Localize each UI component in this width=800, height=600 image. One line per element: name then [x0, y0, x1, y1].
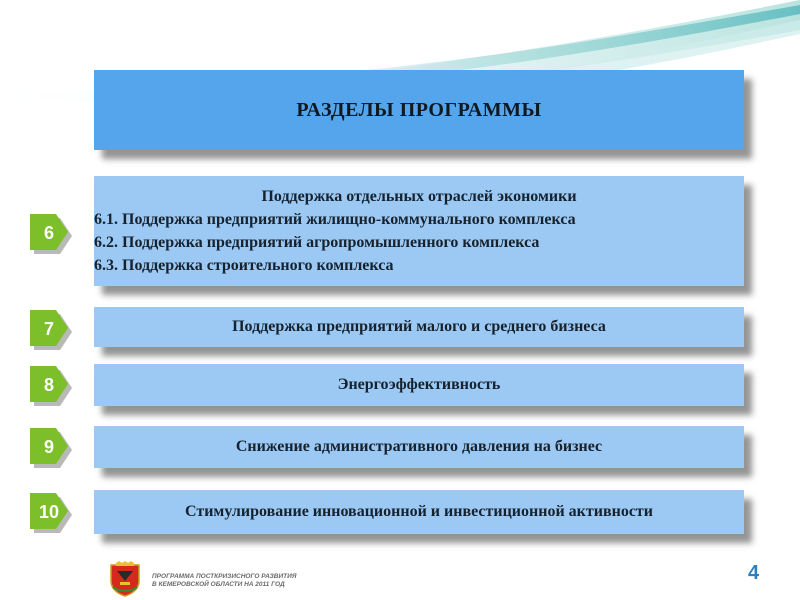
- section-10-label: Стимулирование инновационной и инвестиционной активности: [185, 503, 653, 520]
- section-6-item-1: 6.1. Поддержка предприятий жилищно-коммунального комплекса: [94, 211, 576, 228]
- footer-line-2: В КЕМЕРОВСКОЙ ОБЛАСТИ НА 2011 ГОД: [152, 581, 285, 588]
- section-6-item-3: 6.3. Поддержка строительного комплекса: [94, 257, 394, 274]
- section-number-badge-6: [30, 214, 74, 254]
- section-10-box: [94, 490, 744, 534]
- section-8-box: [94, 364, 744, 406]
- section-number-badge-9: [30, 428, 74, 468]
- section-number-badge-10: [30, 493, 74, 533]
- section-8-label: Энергоэффективность: [337, 376, 501, 393]
- page-number: 4: [748, 562, 760, 584]
- section-9-label: Снижение административного давления на бизнес: [235, 438, 603, 455]
- title-banner: [94, 70, 744, 150]
- page-title: РАЗДЕЛЫ ПРОГРАММЫ: [296, 98, 542, 121]
- footer-line-1: ПРОГРАММА ПОСТКРИЗИСНОГО РАЗВИТИЯ: [152, 573, 297, 580]
- section-number: 8: [43, 374, 54, 395]
- footer-program-caption: [152, 573, 297, 589]
- section-6-heading: Поддержка отдельных отраслей экономики: [261, 188, 577, 205]
- section-number: 10: [38, 501, 60, 522]
- section-6-item-2: 6.2. Поддержка предприятий агропромышленного комплекса: [94, 234, 540, 251]
- section-number: 6: [43, 222, 54, 243]
- section-7-label: Поддержка предприятий малого и среднего бизнеса: [232, 318, 606, 335]
- section-number-badge-7: [30, 310, 74, 350]
- kemerovo-coat-of-arms-icon: [108, 561, 142, 597]
- section-9-box: [94, 426, 744, 468]
- section-number: 9: [43, 436, 54, 457]
- section-6-box: [94, 176, 744, 286]
- section-number-badge-8: [30, 366, 74, 406]
- section-7-box: [94, 307, 744, 347]
- section-number: 7: [43, 318, 54, 339]
